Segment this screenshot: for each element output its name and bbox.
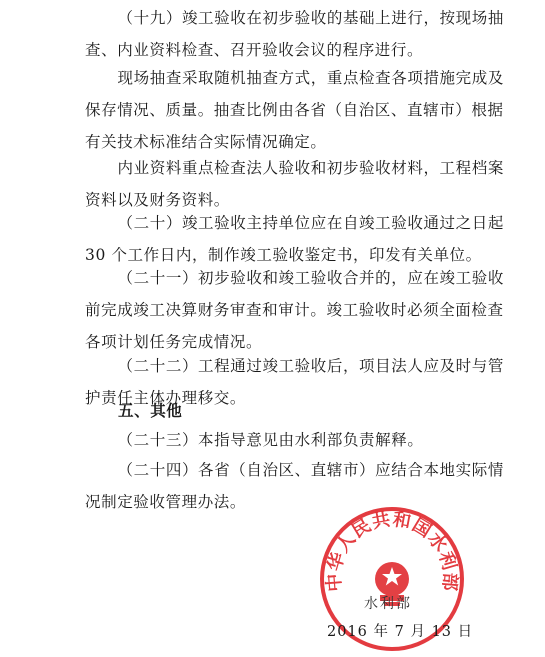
paragraph-19-document-inspection: 内业资料重点检查法人验收和初步验收材料，工程档案资料以及财务资料。 — [85, 159, 504, 209]
signing-date: 2016 年 7 月 13 日 — [327, 624, 474, 640]
section-heading-other: 五、其他 — [118, 402, 183, 420]
paragraph-23: （二十三）本指导意见由水利部负责解释。 — [117, 431, 424, 449]
paragraph-19: （十九）竣工验收在初步验收的基础上进行，按现场抽查、内业资料检查、召开验收会议的程序进行。 — [85, 9, 504, 59]
paragraph-19-site-inspection: 现场抽查采取随机抽查方式，重点检查各项措施完成及保存情况、质量。抽查比例由各省（自治区、直辖市）根据有关技术标准结合实际情况确定。 — [85, 69, 504, 151]
paragraph-20: （二十）竣工验收主持单位应在自竣工验收通过之日起 30 个工作日内，制作竣工验收鉴定书，印发有关单位。 — [85, 214, 504, 264]
paragraph-24: （二十四）各省（自治区、直辖市）应结合本地实际情况制定验收管理办法。 — [85, 461, 504, 511]
paragraph-22: （二十二）工程通过竣工验收后，项目法人应及时与管护责任主体办理移交。 — [85, 357, 504, 407]
paragraph-21: （二十一）初步验收和竣工验收合并的，应在竣工验收前完成竣工决算财务审查和审计。竣工验收时必须全面检查各项计划任务完成情况。 — [85, 269, 504, 351]
seal-text: 中华人民共和国水利部 — [323, 508, 461, 593]
signing-organization: 水利部 — [364, 596, 412, 612]
